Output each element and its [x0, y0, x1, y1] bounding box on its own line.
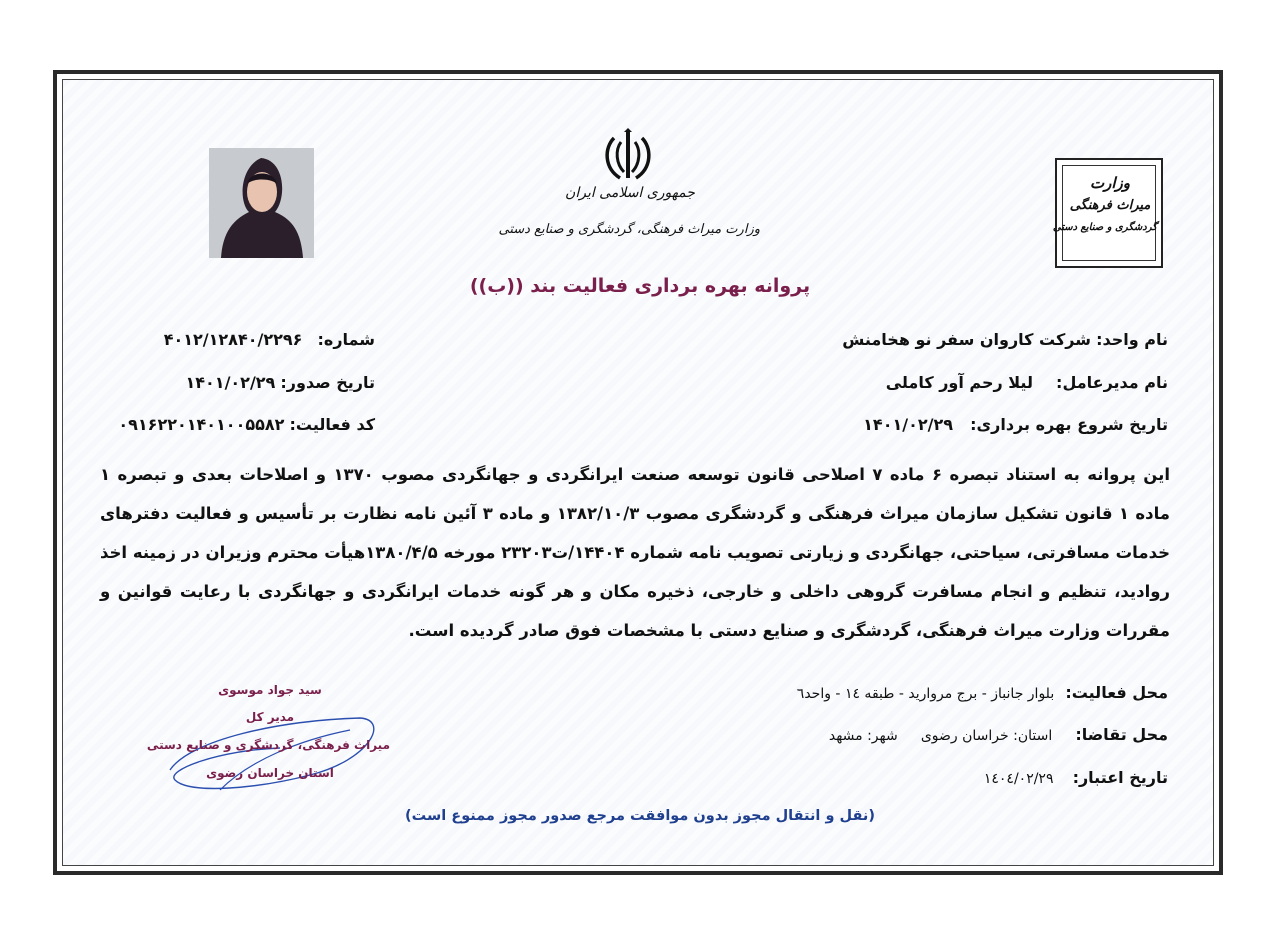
holder-photo	[209, 148, 314, 258]
start-date-row	[680, 415, 1168, 434]
issue-date-value: ۱۴۰۱/۰۲/۲۹	[185, 373, 276, 392]
republic-line: جمهوری اسلامی ایران	[565, 185, 695, 201]
ministry-logo-line-1: وزارت	[1089, 174, 1131, 192]
activity-code-label: کد فعالیت:	[289, 415, 375, 434]
validity-value: ١٤٠٤/٠٢/٢٩	[983, 771, 1054, 787]
number-row	[100, 330, 375, 349]
activity-code-value: ۰۹۱۶۲۲۰۱۴۰۱۰۰۵۵۸۲	[118, 415, 285, 434]
transfer-notice: (نقل و انتقال مجوز بدون موافقت مرجع صدور مجوز ممنوع است)	[405, 808, 875, 824]
activity-code-row	[100, 415, 375, 434]
issue-date-label: تاریخ صدور:	[280, 373, 375, 392]
validity-label: تاریخ اعتبار:	[1072, 768, 1168, 787]
ministry-line: وزارت میراث فرهنگی، گردشگری و صنایع دستی	[498, 222, 760, 237]
certificate-title: پروانه بهره برداری فعالیت بند ((ب))	[469, 275, 811, 297]
manager-row	[680, 373, 1168, 392]
unit-name-label: نام واحد:	[1096, 330, 1168, 349]
ministry-logo-line-2: میراث فرهنگی	[1069, 198, 1151, 213]
unit-name-value: شرکت کاروان سفر نو هخامنش	[842, 330, 1091, 349]
signer-org-line-2: استان خراسان رضوی	[206, 766, 334, 780]
manager-label: نام مدیرعامل:	[1056, 373, 1168, 392]
manager-value: لیلا رحم آور کاملی	[885, 373, 1033, 392]
issue-date-row	[100, 373, 375, 392]
ministry-logo-line-3: گردشگری و صنایع دستی	[1052, 222, 1157, 233]
activity-place-row	[700, 683, 1168, 702]
iran-emblem-icon	[600, 128, 656, 184]
request-place-row	[700, 725, 1168, 744]
signer-name: سید جواد موسوی	[218, 683, 322, 697]
certificate-body-text: این پروانه به استناد تبصره ۶ ماده ۷ اصلاحی قانون توسعه صنعت ایرانگردی و جهانگردی مصوب ۱۳۷۰ و اصلاحات بعدی و تبصره ۱ ماده ۱ قانون تشکیل سازمان میراث فرهنگی و گردشگری مصوب ۱۳۸۲/۱۰/۳ و ماده ۳ آئین نامه نظارت بر تأسیس و فعالیت دفترهای خدمات مسافرتی، سیاحتی، جهانگردی و زیارتی تصویب نامه شماره ۱۴۴۰۴/ت۲۳۲۰۳ مورخه ۱۳۸۰/۴/۵هیأت محترم وزیران در زمینه اخذ روادید، تنظیم و انجام مسافرت گروهی داخلی و خارجی، ذخیره مکان و هر گونه خدمات ایرانگردی و جهانگردی با رعایت قوانین و مقررات وزارت میراث فرهنگی، گردشگری و صنایع دستی با مشخصات فوق صادر گردیده است.	[100, 465, 1170, 640]
start-date-value: ۱۴۰۱/۰۲/۲۹	[863, 415, 953, 434]
ministry-logo	[1052, 158, 1163, 268]
number-value: ۴۰۱۲/۱۲۸۴۰/۲۲۹۶	[163, 330, 303, 349]
number-label: شماره:	[317, 330, 375, 349]
city-value: شهر: مشهد	[828, 728, 898, 744]
unit-name-row	[680, 330, 1168, 349]
province-value: استان: خراسان رضوی	[920, 728, 1053, 744]
signer-org-line-1: میراث فرهنگی، گردشگری و صنایع دستی	[146, 738, 390, 752]
request-place-label: محل تقاضا:	[1075, 725, 1168, 744]
activity-place-label: محل فعالیت:	[1065, 683, 1168, 702]
signer-title: مدیر کل	[245, 710, 295, 724]
start-date-label: تاریخ شروع بهره برداری:	[970, 415, 1168, 434]
activity-place-value: بلوار جانباز - برج مروارید - طبقه ١٤ - واحد٦	[796, 686, 1055, 702]
validity-row	[700, 768, 1168, 787]
